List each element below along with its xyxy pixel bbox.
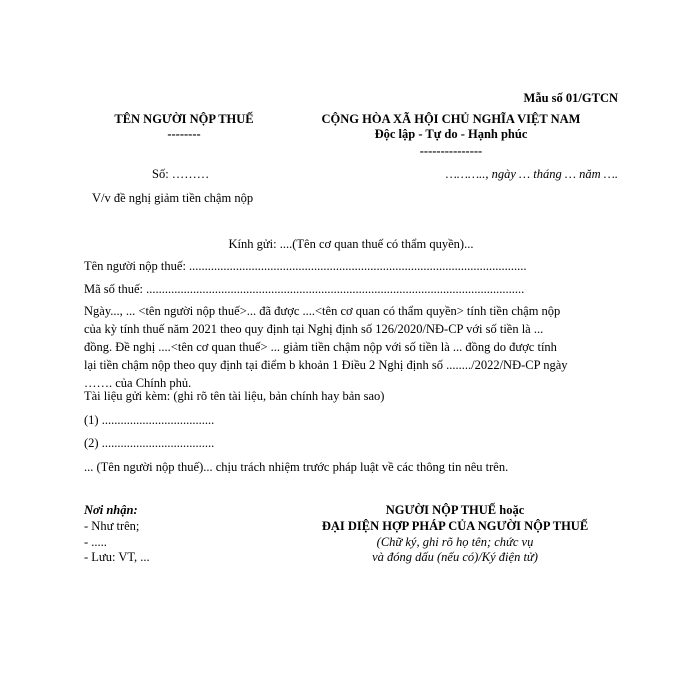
taxpayer-name-field: Tên người nộp thuế: ............................................................................................................ <box>84 259 527 273</box>
left-header-divider: -------- <box>167 127 201 141</box>
recipients-label: Nơi nhận: <box>84 503 138 517</box>
paragraph-line: của kỳ tính thuế năm 2021 theo quy định tại Nghị định số 126/2020/NĐ-CP với số tiền là ... <box>84 322 544 336</box>
place-date-line: ……….., ngày … tháng … năm …. <box>445 167 618 181</box>
right-header-divider: --------------- <box>419 144 483 158</box>
paragraph-line: ……. của Chính phủ. <box>84 376 192 390</box>
paragraph-line: đồng. Đề nghị ....<tên cơ quan thuế> ... giảm tiền chậm nộp với số tiền là ... đồng do được tính <box>84 340 557 354</box>
document-subject: V/v đề nghị giảm tiền chậm nộp <box>92 191 254 205</box>
recipient-line: Kính gửi: ....(Tên cơ quan thuế có thẩm quyền)... <box>228 237 474 251</box>
paragraph-line: lại tiền chậm nộp theo quy định tại điểm b khoản 1 Điều 2 Nghị định số ......../2022/NĐ-CP ngày <box>84 358 568 372</box>
signature-note-1: (Chữ ký, ghi rõ họ tên; chức vụ <box>376 535 534 549</box>
taxpayer-name-heading: TÊN NGƯỜI NỘP THUẾ <box>114 112 254 126</box>
attachments-label: Tài liệu gửi kèm: (ghi rõ tên tài liệu, bản chính hay bản sao) <box>84 389 385 403</box>
paragraph-line: Ngày..., ... <tên người nộp thuế>... đã được ....<tên cơ quan có thẩm quyền> tính tiền chậm nộp <box>84 304 561 318</box>
recipient-item: - Lưu: VT, ... <box>84 550 150 564</box>
form-code: Mẫu số 01/GTCN <box>523 91 618 105</box>
signature-title-1: NGƯỜI NỘP THUẾ hoặc <box>385 503 525 517</box>
attachment-item-2: (2) .................................... <box>84 436 215 450</box>
attachment-item-1: (1) .................................... <box>84 413 215 427</box>
responsibility-statement: ... (Tên người nộp thuế)... chịu trách nhiệm trước pháp luật về các thông tin nêu trên. <box>84 460 509 474</box>
request-paragraph <box>84 302 618 392</box>
document-number: Số: ……… <box>152 167 210 181</box>
recipient-item: - Như trên; <box>84 519 140 533</box>
signature-note-2: và đóng dấu (nếu có)/Ký điện tử) <box>372 550 538 564</box>
signature-title-2: ĐẠI DIỆN HỢP PHÁP CỦA NGƯỜI NỘP THUẾ <box>321 519 589 533</box>
tax-code-field: Mã số thuế: ......................................................................................................................... <box>84 282 525 296</box>
national-title: CỘNG HÒA XÃ HỘI CHỦ NGHĨA VIỆT NAM <box>321 112 581 126</box>
recipient-item: - ..... <box>84 535 107 549</box>
national-motto: Độc lập - Tự do - Hạnh phúc <box>374 127 528 141</box>
